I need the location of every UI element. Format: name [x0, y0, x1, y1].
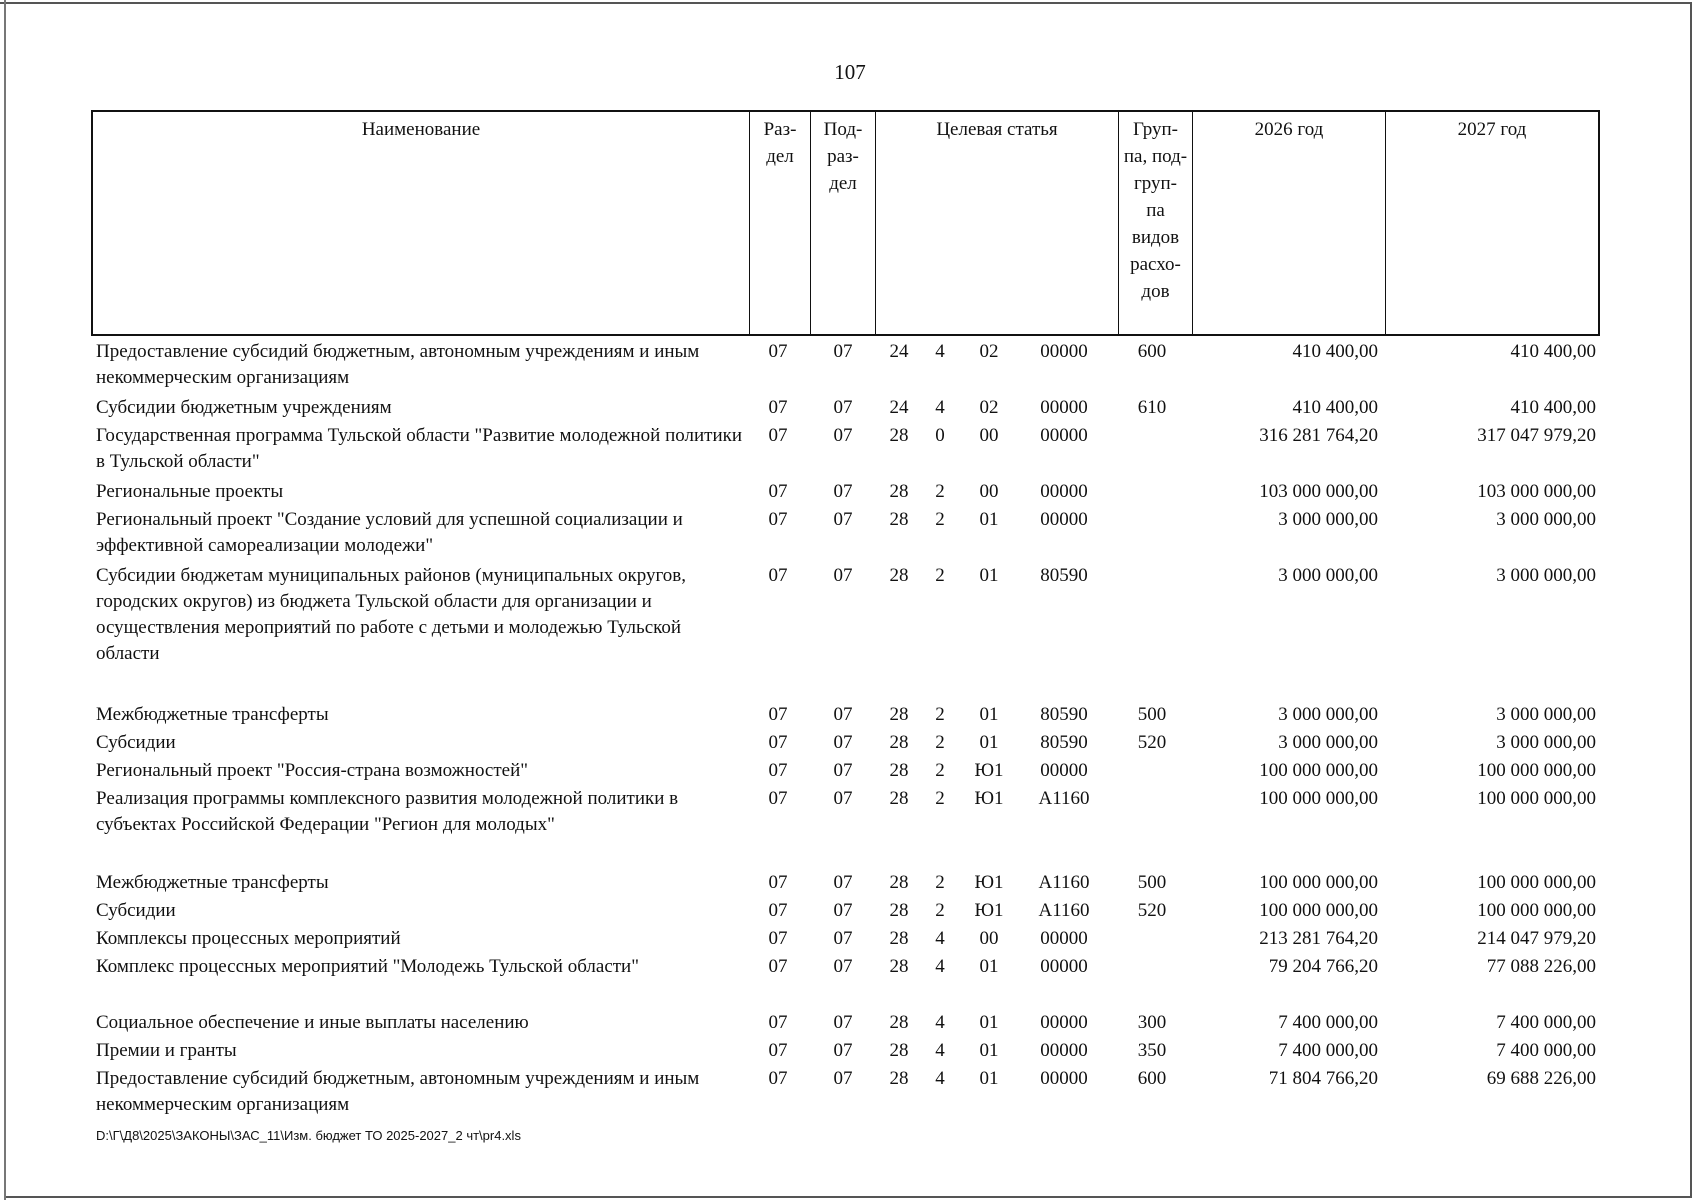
cell-podrazdel: 07: [833, 425, 853, 446]
cell-expense-group: 600: [1137, 1068, 1167, 1089]
cell-amount-2026: 100 000 000,00: [1259, 788, 1378, 809]
cell-amount-2026: 410 400,00: [1292, 341, 1378, 362]
cell-razdel: 07: [768, 732, 788, 753]
cell-target-program: 28: [889, 1012, 909, 1033]
cell-razdel: 07: [768, 509, 788, 530]
cell-name: Премии и гранты: [96, 1040, 237, 1061]
cell-name: Субсидии: [96, 732, 176, 753]
cell-name: Региональный проект "Создание условий для успешной социализации и эффективной самореализации молодежи": [96, 509, 683, 556]
cell-razdel: 07: [768, 1068, 788, 1089]
cell-target-program: 28: [889, 481, 909, 502]
cell-target-program: 28: [889, 928, 909, 949]
cell-razdel: 07: [768, 760, 788, 781]
cell-amount-2027: 7 400 000,00: [1496, 1040, 1596, 1061]
cell-expense-group: 500: [1137, 872, 1167, 893]
cell-target-structure: 00: [979, 928, 999, 949]
cell-target-program: 28: [889, 1068, 909, 1089]
cell-target-structure: Ю1: [974, 872, 1004, 893]
cell-target-type: 2: [935, 872, 945, 893]
cell-target-direction: 00000: [1040, 1012, 1088, 1033]
cell-name: Региональный проект "Россия-страна возможностей": [96, 760, 529, 781]
cell-target-direction: 00000: [1040, 509, 1088, 530]
cell-razdel: 07: [768, 565, 788, 586]
cell-podrazdel: 07: [833, 1012, 853, 1033]
cell-target-structure: 02: [979, 341, 999, 362]
cell-target-type: 2: [935, 704, 945, 725]
cell-expense-group: 520: [1137, 732, 1167, 753]
cell-target-type: 2: [935, 760, 945, 781]
cell-amount-2027: 3 000 000,00: [1496, 565, 1596, 586]
cell-target-type: 2: [935, 565, 945, 586]
cell-name: Предоставление субсидий бюджетным, автономным учреждениям и иным некоммерческим организациям: [96, 1068, 700, 1115]
cell-podrazdel: 07: [833, 704, 853, 725]
cell-amount-2026: 3 000 000,00: [1278, 732, 1378, 753]
cell-podrazdel: 07: [833, 397, 853, 418]
page-border-right: [1690, 2, 1692, 1198]
cell-target-type: 2: [935, 509, 945, 530]
cell-amount-2027: 214 047 979,20: [1477, 928, 1596, 949]
cell-target-type: 2: [935, 900, 945, 921]
cell-target-program: 28: [889, 1040, 909, 1061]
cell-target-direction: А1160: [1038, 900, 1090, 921]
cell-razdel: 07: [768, 872, 788, 893]
cell-expense-group: 520: [1137, 900, 1167, 921]
cell-podrazdel: 07: [833, 956, 853, 977]
cell-podrazdel: 07: [833, 1040, 853, 1061]
cell-amount-2026: 100 000 000,00: [1259, 872, 1378, 893]
cell-amount-2026: 100 000 000,00: [1259, 900, 1378, 921]
cell-amount-2027: 410 400,00: [1510, 341, 1596, 362]
cell-target-structure: 00: [979, 481, 999, 502]
cell-podrazdel: 07: [833, 509, 853, 530]
cell-podrazdel: 07: [833, 732, 853, 753]
cell-amount-2026: 7 400 000,00: [1278, 1012, 1378, 1033]
cell-amount-2026: 100 000 000,00: [1259, 760, 1378, 781]
cell-amount-2027: 77 088 226,00: [1486, 956, 1596, 977]
cell-name: Субсидии бюджетным учреждениям: [96, 397, 392, 418]
cell-amount-2026: 79 204 766,20: [1268, 956, 1378, 977]
cell-target-direction: 00000: [1040, 1068, 1088, 1089]
cell-podrazdel: 07: [833, 928, 853, 949]
cell-expense-group: 300: [1137, 1012, 1167, 1033]
cell-amount-2026: 3 000 000,00: [1278, 509, 1378, 530]
cell-name: Социальное обеспечение и иные выплаты населению: [96, 1012, 529, 1033]
cell-target-program: 28: [889, 900, 909, 921]
cell-razdel: 07: [768, 1040, 788, 1061]
cell-target-direction: 00000: [1040, 760, 1088, 781]
cell-name: Государственная программа Тульской области "Развитие молодежной политики в Тульской области": [96, 425, 743, 472]
header-podrazdel: Под- раз- дел: [810, 112, 875, 334]
cell-razdel: 07: [768, 956, 788, 977]
cell-amount-2027: 103 000 000,00: [1477, 481, 1596, 502]
page-border-left: [4, 0, 6, 1200]
cell-target-program: 28: [889, 509, 909, 530]
cell-target-direction: А1160: [1038, 788, 1090, 809]
cell-amount-2027: 100 000 000,00: [1477, 760, 1596, 781]
cell-expense-group: 600: [1137, 341, 1167, 362]
cell-amount-2027: 100 000 000,00: [1477, 788, 1596, 809]
cell-podrazdel: 07: [833, 872, 853, 893]
cell-target-direction: 00000: [1040, 928, 1088, 949]
cell-name: Межбюджетные трансферты: [96, 704, 329, 725]
cell-podrazdel: 07: [833, 481, 853, 502]
cell-razdel: 07: [768, 704, 788, 725]
header-razdel: Раз- дел: [749, 112, 810, 334]
cell-target-structure: 01: [979, 956, 999, 977]
cell-target-program: 28: [889, 425, 909, 446]
cell-target-program: 28: [889, 956, 909, 977]
cell-razdel: 07: [768, 425, 788, 446]
cell-target-type: 4: [935, 1012, 945, 1033]
table-header: [91, 110, 1600, 336]
cell-target-type: 4: [935, 341, 945, 362]
cell-target-program: 28: [889, 704, 909, 725]
cell-amount-2026: 103 000 000,00: [1259, 481, 1378, 502]
cell-razdel: 07: [768, 481, 788, 502]
cell-target-type: 0: [935, 425, 945, 446]
cell-target-program: 28: [889, 788, 909, 809]
cell-amount-2027: 410 400,00: [1510, 397, 1596, 418]
cell-target-program: 28: [889, 760, 909, 781]
cell-target-structure: 01: [979, 1040, 999, 1061]
cell-target-type: 4: [935, 397, 945, 418]
cell-target-structure: 01: [979, 704, 999, 725]
cell-target-structure: 01: [979, 1068, 999, 1089]
cell-target-type: 2: [935, 732, 945, 753]
cell-target-program: 24: [889, 397, 909, 418]
cell-name: Комплекс процессных мероприятий "Молодежь Тульской области": [96, 956, 639, 977]
cell-target-direction: 00000: [1040, 397, 1088, 418]
header-name: Наименование: [361, 119, 481, 140]
cell-target-type: 4: [935, 956, 945, 977]
cell-target-type: 2: [935, 481, 945, 502]
cell-razdel: 07: [768, 1012, 788, 1033]
cell-amount-2027: 3 000 000,00: [1496, 732, 1596, 753]
cell-name: Комплексы процессных мероприятий: [96, 928, 401, 949]
header-expense-group: Груп- па, под- груп- па видов расхо- дов: [1118, 112, 1192, 334]
cell-target-direction: 80590: [1040, 732, 1088, 753]
cell-amount-2026: 3 000 000,00: [1278, 565, 1378, 586]
cell-target-type: 4: [935, 928, 945, 949]
cell-amount-2027: 100 000 000,00: [1477, 872, 1596, 893]
cell-podrazdel: 07: [833, 1068, 853, 1089]
cell-target-direction: 80590: [1040, 565, 1088, 586]
cell-target-direction: 00000: [1040, 956, 1088, 977]
cell-amount-2027: 69 688 226,00: [1486, 1068, 1596, 1089]
cell-expense-group: 610: [1137, 397, 1167, 418]
cell-target-direction: А1160: [1038, 872, 1090, 893]
page-border-bottom: [4, 1196, 1690, 1198]
cell-name: Субсидии: [96, 900, 176, 921]
cell-name: Субсидии бюджетам муниципальных районов (муниципальных округов, городских округов) из бюджета Тульской области для организации и осуществления мероприятий по работе с детьми и молодежью Тульской области: [96, 565, 687, 664]
cell-amount-2026: 71 804 766,20: [1268, 1068, 1378, 1089]
header-target-article: Целевая статья: [875, 112, 1118, 334]
cell-podrazdel: 07: [833, 341, 853, 362]
cell-target-direction: 00000: [1040, 341, 1088, 362]
cell-target-type: 2: [935, 788, 945, 809]
cell-razdel: 07: [768, 341, 788, 362]
cell-target-structure: 01: [979, 509, 999, 530]
cell-target-structure: 01: [979, 565, 999, 586]
cell-target-direction: 00000: [1040, 425, 1088, 446]
cell-target-structure: Ю1: [974, 900, 1004, 921]
cell-target-direction: 00000: [1040, 481, 1088, 502]
cell-amount-2026: 213 281 764,20: [1259, 928, 1378, 949]
cell-amount-2026: 7 400 000,00: [1278, 1040, 1378, 1061]
cell-podrazdel: 07: [833, 788, 853, 809]
cell-amount-2026: 3 000 000,00: [1278, 704, 1378, 725]
file-path-footer: D:\Г\Д8\2025\ЗАКОНЫ\ЗАС_11\Изм. бюджет ТО 2025-2027_2 чт\pr4.xls: [96, 1128, 521, 1143]
cell-target-structure: 00: [979, 425, 999, 446]
cell-amount-2027: 3 000 000,00: [1496, 509, 1596, 530]
cell-expense-group: 350: [1137, 1040, 1167, 1061]
cell-expense-group: 500: [1137, 704, 1167, 725]
cell-podrazdel: 07: [833, 900, 853, 921]
cell-name: Реализация программы комплексного развития молодежной политики в субъектах Российской Федерации "Регион для молодых": [96, 788, 679, 835]
cell-razdel: 07: [768, 397, 788, 418]
cell-name: Предоставление субсидий бюджетным, автономным учреждениям и иным некоммерческим организациям: [96, 341, 700, 388]
cell-amount-2026: 410 400,00: [1292, 397, 1378, 418]
page-number: 107: [834, 60, 866, 84]
header-year-2027: 2027 год: [1385, 112, 1598, 334]
cell-amount-2026: 316 281 764,20: [1259, 425, 1378, 446]
cell-razdel: 07: [768, 788, 788, 809]
cell-target-structure: Ю1: [974, 760, 1004, 781]
cell-target-program: 28: [889, 732, 909, 753]
cell-amount-2027: 100 000 000,00: [1477, 900, 1596, 921]
page-border-top: [0, 2, 1690, 4]
cell-target-structure: 02: [979, 397, 999, 418]
cell-podrazdel: 07: [833, 760, 853, 781]
cell-target-direction: 80590: [1040, 704, 1088, 725]
cell-target-program: 28: [889, 565, 909, 586]
cell-target-program: 28: [889, 872, 909, 893]
cell-razdel: 07: [768, 928, 788, 949]
cell-target-structure: 01: [979, 1012, 999, 1033]
header-year-2026: 2026 год: [1192, 112, 1385, 334]
cell-amount-2027: 3 000 000,00: [1496, 704, 1596, 725]
cell-target-structure: Ю1: [974, 788, 1004, 809]
cell-target-type: 4: [935, 1040, 945, 1061]
cell-target-direction: 00000: [1040, 1040, 1088, 1061]
cell-razdel: 07: [768, 900, 788, 921]
cell-amount-2027: 7 400 000,00: [1496, 1012, 1596, 1033]
cell-podrazdel: 07: [833, 565, 853, 586]
cell-name: Межбюджетные трансферты: [96, 872, 329, 893]
cell-amount-2027: 317 047 979,20: [1477, 425, 1596, 446]
cell-name: Региональные проекты: [96, 481, 284, 502]
cell-target-structure: 01: [979, 732, 999, 753]
cell-target-program: 24: [889, 341, 909, 362]
cell-target-type: 4: [935, 1068, 945, 1089]
